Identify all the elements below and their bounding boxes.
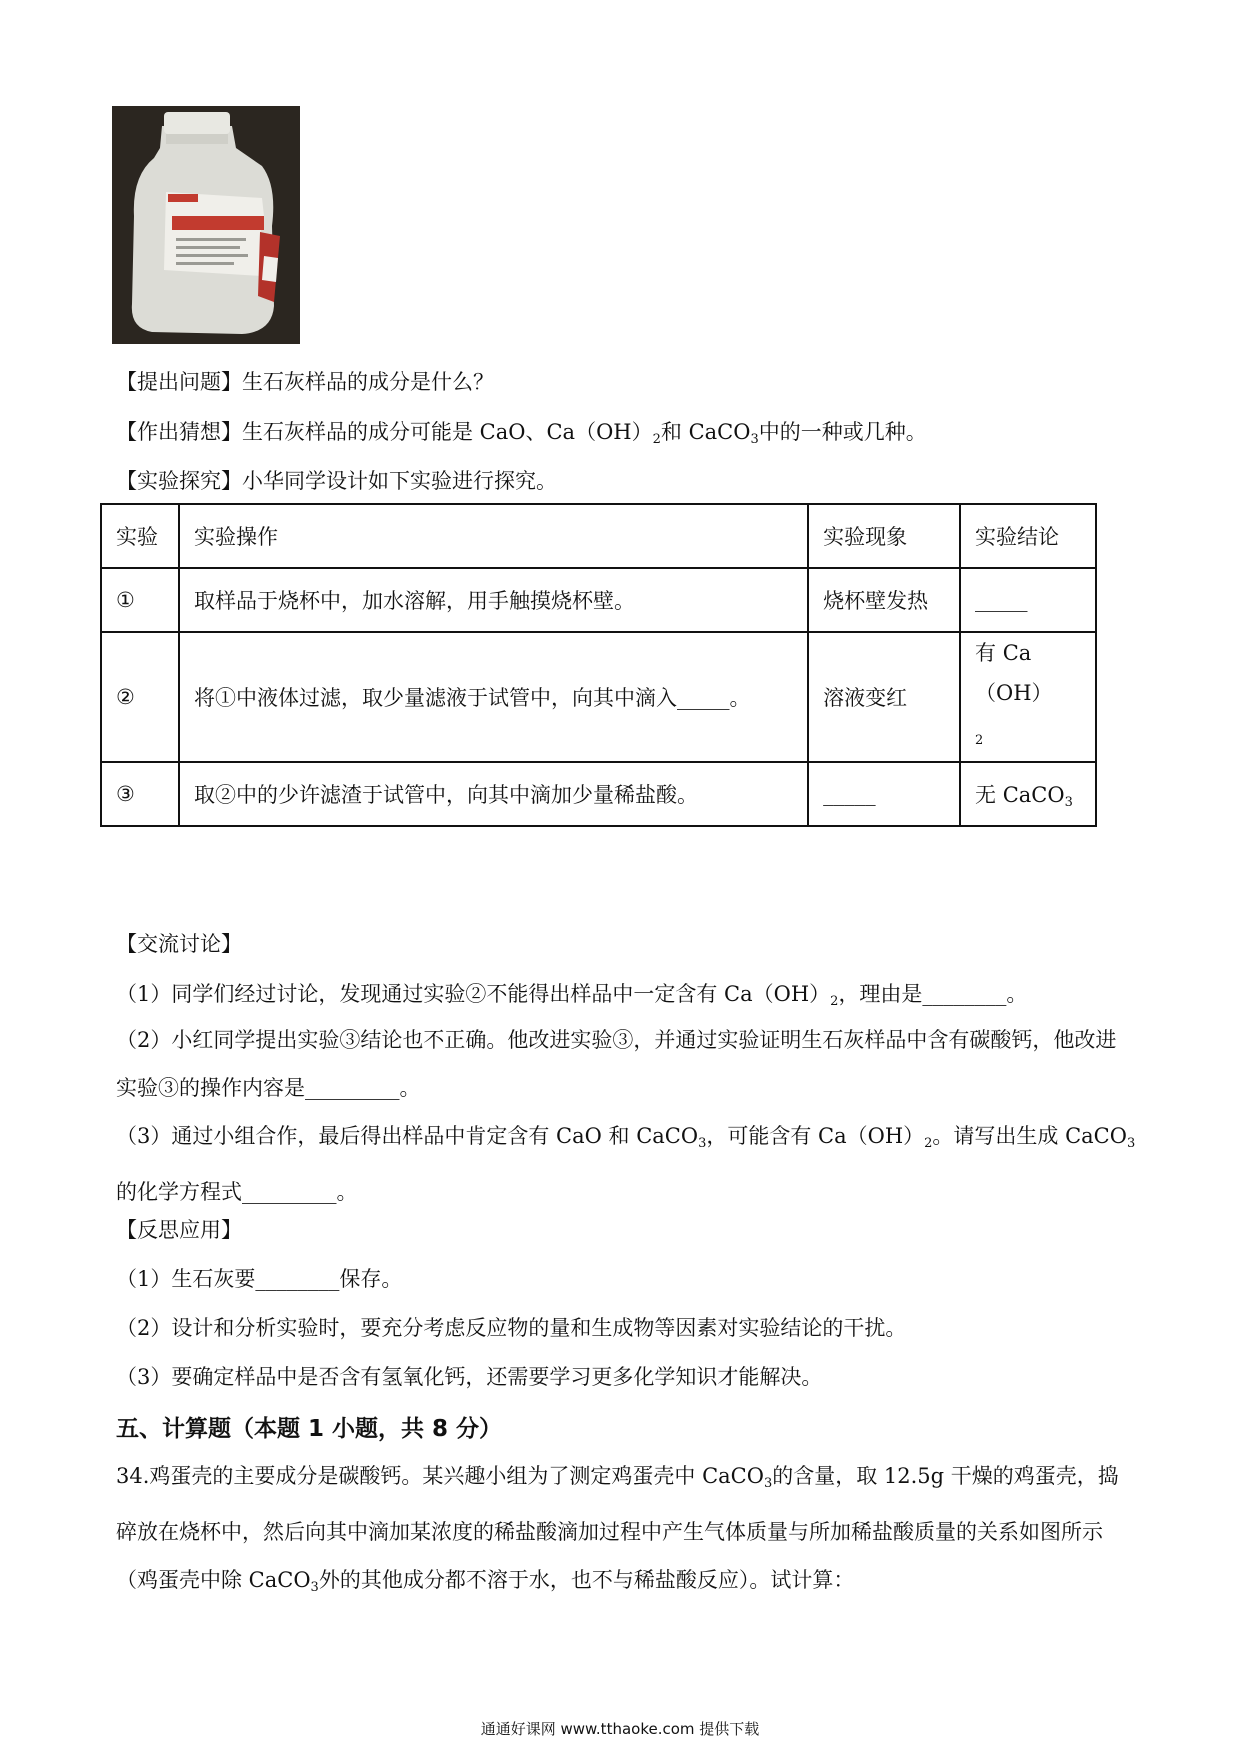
experiment-table — [100, 503, 1097, 827]
table-row — [101, 632, 1096, 762]
reagent-bottle-photo — [112, 106, 300, 344]
section-heading: 五、计算题（本题 1 小题，共 8 分） — [116, 1416, 503, 1442]
table-cell-number: ① — [101, 568, 179, 632]
reflection-title: 【反思应用】 — [116, 1218, 242, 1242]
discussion-q2: （2）小红同学提出实验③结论也不正确。他改进实验③，并通过实验证明生石灰样品中含有碳酸钙，他改进实验③的操作内容是_________。 — [116, 1028, 1117, 1100]
hypothesis-line: 【作出猜想】生石灰样品的成分可能是 CaO、$Ca(OH)_2$和 CaCO$_3$中的一种或几种。 — [116, 420, 927, 447]
explore-line: 【实验探究】小华同学设计如下实验进行探究。 — [116, 469, 557, 493]
table-cell-operation: 取样品于烧杯中，加水溶解，用手触摸烧杯壁。 — [179, 568, 808, 632]
question-34: 34.鸡蛋壳的主要成分是碳酸钙。某兴趣小组为了测定鸡蛋壳中 CaCO$_3$的含量，取 12.5g 干燥的鸡蛋壳，捣碎放在烧杯中，然后向其中滴加某浓度的稀盐酸滴加过程中产生气体质量与所加稀盐酸质量的关系如图所示（鸡蛋壳中除 CaCO$_3$外的其他成分都不溶于水，也不与稀盐酸反应）。试计算： — [116, 1464, 1119, 1595]
reflection-r3: （3）要确定样品中是否含有氢氧化钙，还需要学习更多化学知识才能解决。 — [116, 1365, 823, 1389]
discussion-title: 【交流讨论】 — [116, 932, 242, 956]
table-cell-phenomenon: 烧杯壁发热 — [808, 568, 960, 632]
table-header-cell: 实验操作 — [179, 504, 808, 568]
table-cell-number: ③ — [101, 762, 179, 826]
reflection-r1: （1）生石灰要________保存。 — [116, 1267, 403, 1291]
table-row — [101, 568, 1096, 632]
table-cell-phenomenon: _____ — [808, 762, 960, 826]
table-cell-conclusion: 有 Ca（OH） $_2$ — [960, 632, 1096, 762]
table-header-row — [101, 504, 1096, 568]
reflection-r2: （2）设计和分析实验时，要充分考虑反应物的量和生成物等因素对实验结论的干扰。 — [116, 1316, 907, 1340]
table-cell-operation: 将①中液体过滤，取少量滤液于试管中，向其中滴入_____。 — [179, 632, 808, 762]
table-cell-operation: 取②中的少许滤渣于试管中，向其中滴加少量稀盐酸。 — [179, 762, 808, 826]
footer-source: 通通好课网 www.tthaoke.com 提供下载 — [480, 1720, 760, 1738]
table-cell-number: ② — [101, 632, 179, 762]
table-cell-conclusion: 无 CaCO$_3$ — [960, 762, 1096, 826]
table-header-cell: 实验 — [101, 504, 179, 568]
discussion-q1: （1）同学们经过讨论，发现通过实验②不能得出样品中一定含有 $Ca(OH)_2$，理由是________。 — [116, 982, 1028, 1009]
table-header-cell: 实验结论 — [960, 504, 1096, 568]
question-line: 【提出问题】生石灰样品的成分是什么？ — [116, 370, 494, 394]
table-header-cell: 实验现象 — [808, 504, 960, 568]
table-cell-phenomenon: 溶液变红 — [808, 632, 960, 762]
table-row — [101, 762, 1096, 826]
discussion-q3: （3）通过小组合作，最后得出样品中肯定含有 CaO 和 CaCO$_3$，可能含有 $Ca(OH)_2$。请写出生成 CaCO$_3$的化学方程式_________。 — [116, 1124, 1136, 1204]
table-cell-conclusion: _____ — [960, 568, 1096, 632]
